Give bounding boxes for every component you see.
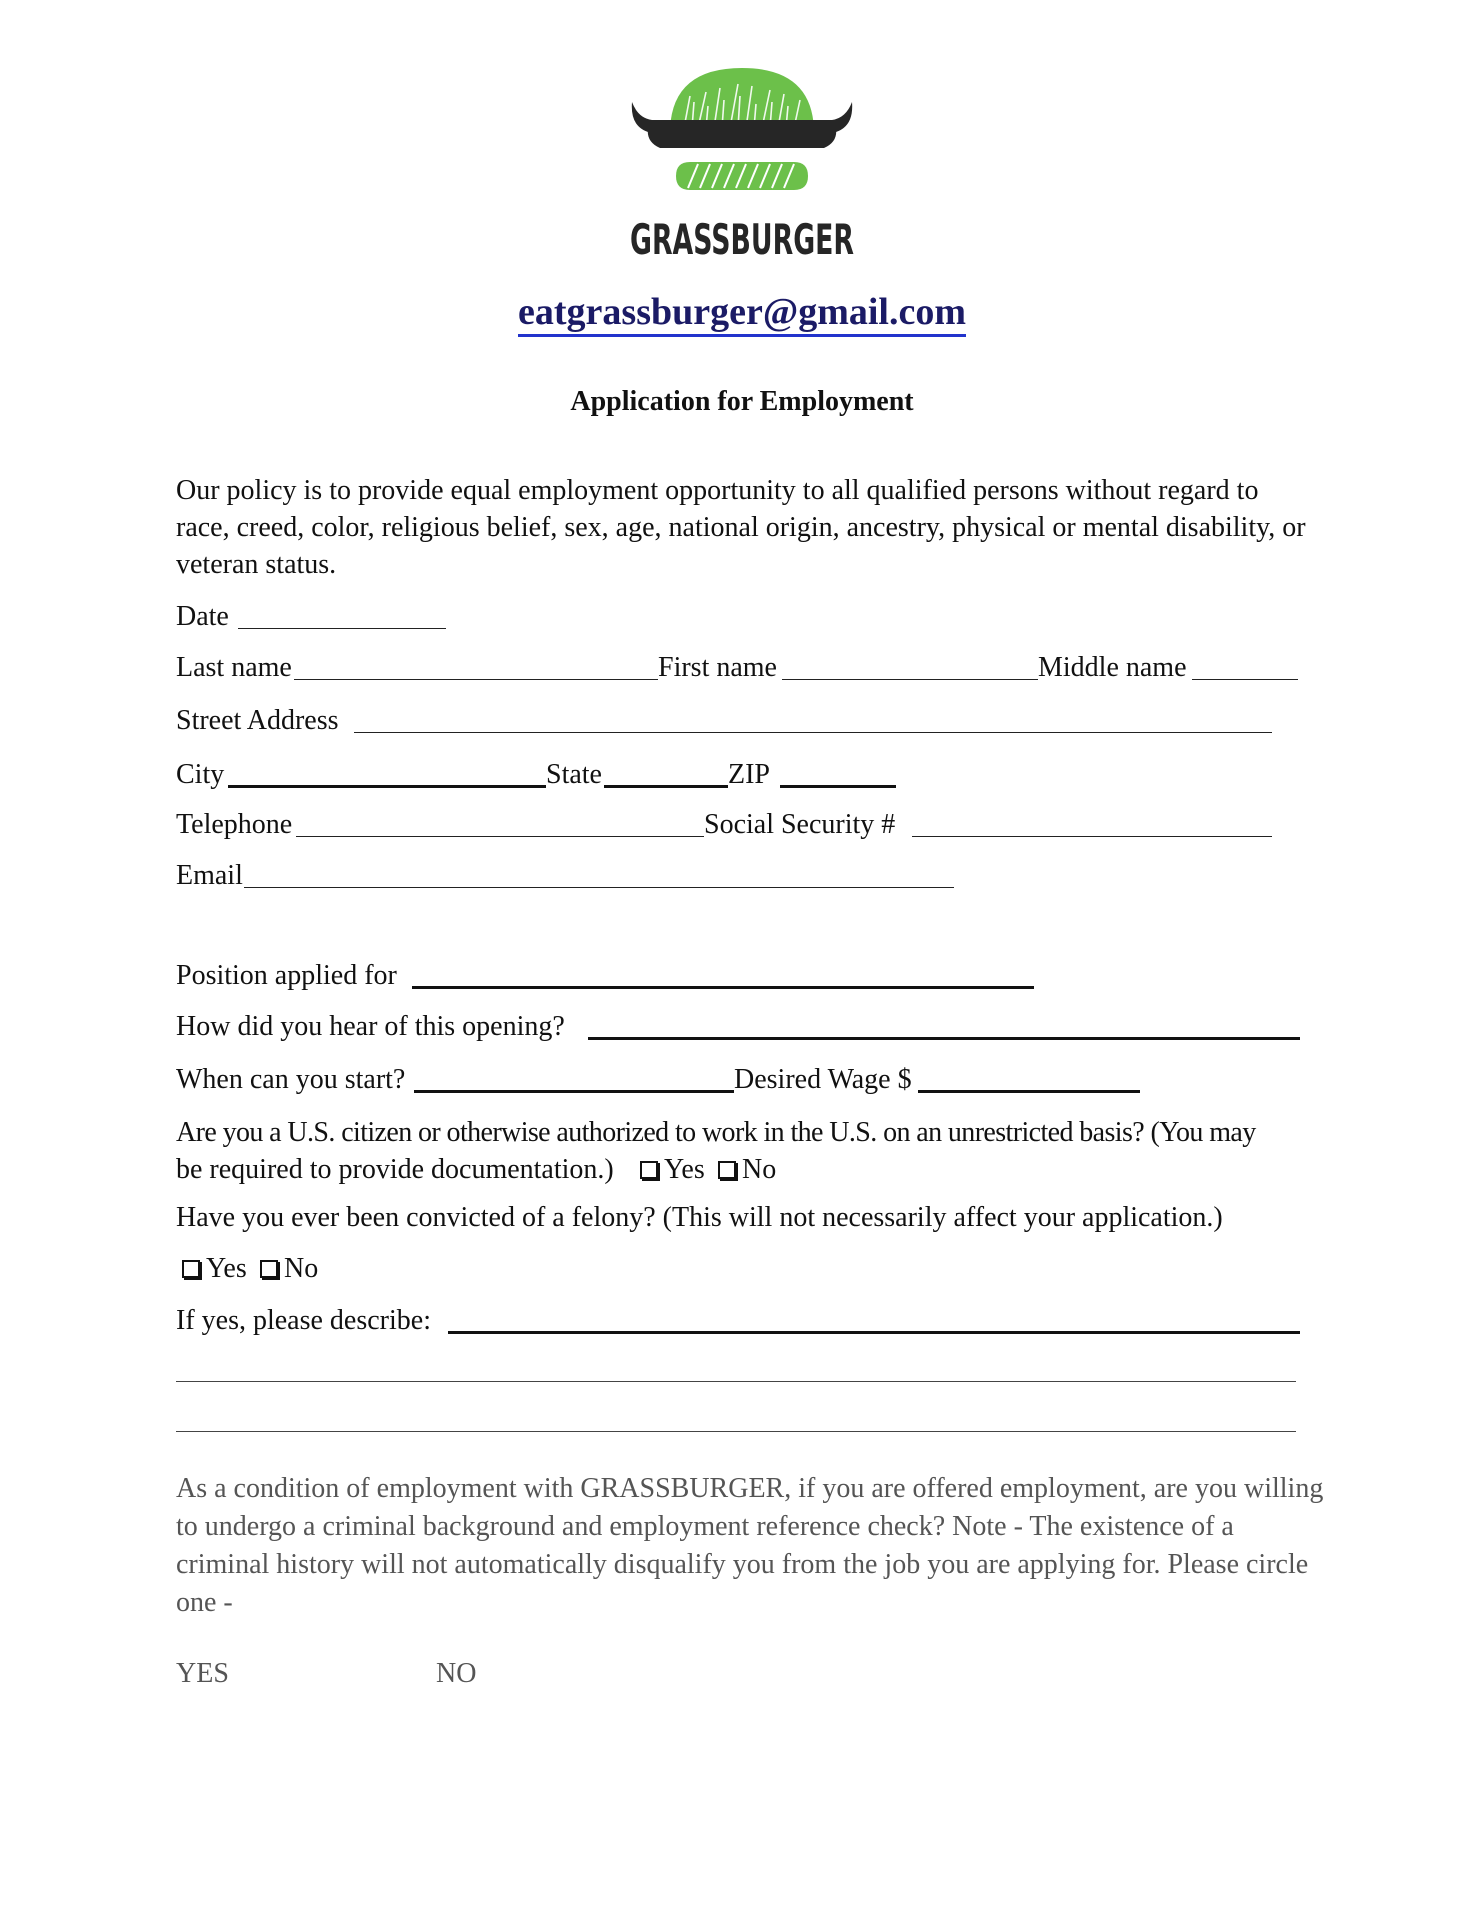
felony-question: Have you ever been convicted of a felony? (This will not necessarily affect your application.): [176, 1202, 1223, 1233]
felony-yes-option[interactable]: [182, 1252, 247, 1286]
ssn-field[interactable]: [912, 836, 1272, 837]
email-link-text: eatgrassburger@gmail.com: [518, 291, 966, 337]
first-name-field[interactable]: [782, 679, 1038, 680]
position-label: Position applied for: [176, 960, 397, 991]
describe-field[interactable]: [448, 1331, 1300, 1334]
city-label: City: [176, 759, 225, 790]
brand-wordmark: GRASSBURGER: [630, 215, 854, 264]
felony-no-checkbox[interactable]: [260, 1260, 278, 1278]
describe-label: If yes, please describe:: [176, 1305, 431, 1336]
zip-field[interactable]: [780, 785, 896, 788]
first-name-label: First name: [658, 652, 777, 683]
citizen-yes-checkbox[interactable]: [640, 1161, 658, 1179]
state-field[interactable]: [604, 785, 728, 788]
citizen-no-checkbox[interactable]: [718, 1161, 736, 1179]
email-field[interactable]: [244, 887, 954, 888]
email-link[interactable]: [0, 290, 1484, 334]
felony-yes-label: Yes: [206, 1253, 247, 1284]
citizen-question-text: be required to provide documentation.): [176, 1154, 614, 1185]
city-field[interactable]: [228, 785, 546, 788]
middle-name-label: Middle name: [1038, 652, 1187, 683]
policy-paragraph: Our policy is to provide equal employment opportunity to all qualified persons without regard to race, creed, color, religious belief, sex, age, national origin, ancestry, physical or mental disability, or veteran status.: [176, 475, 1306, 580]
telephone-field[interactable]: [296, 836, 704, 837]
date-field[interactable]: [238, 628, 446, 629]
felony-yes-checkbox[interactable]: [182, 1260, 200, 1278]
ssn-label: Social Security #: [704, 809, 896, 840]
street-address-label: Street Address: [176, 705, 339, 736]
citizen-question-line1: Are you a U.S. citizen or otherwise authorized to work in the U.S. on an unrestricted basis? (You may: [176, 1117, 1256, 1148]
describe-line-2[interactable]: [176, 1381, 1296, 1382]
background-yes-option[interactable]: YES: [176, 1658, 229, 1689]
wage-field[interactable]: [918, 1090, 1140, 1093]
hear-field[interactable]: [588, 1037, 1300, 1040]
citizen-yes-option[interactable]: [640, 1153, 705, 1187]
background-no-option[interactable]: NO: [436, 1658, 477, 1689]
date-label: Date: [176, 601, 229, 632]
middle-name-field[interactable]: [1192, 679, 1298, 680]
citizen-no-label: No: [742, 1154, 777, 1185]
citizen-no-option[interactable]: [718, 1153, 776, 1187]
wage-label: Desired Wage $: [734, 1064, 912, 1095]
felony-no-option[interactable]: [260, 1252, 318, 1286]
telephone-label: Telephone: [176, 809, 293, 840]
start-label: When can you start?: [176, 1064, 406, 1095]
last-name-label: Last name: [176, 652, 292, 683]
start-field[interactable]: [414, 1090, 734, 1093]
grassburger-logo: [628, 66, 856, 266]
state-label: State: [546, 759, 602, 790]
background-check-paragraph: As a condition of employment with GRASSBURGER, if you are offered employment, are you willing to undergo a criminal background and employment reference check? Note - The existence of a criminal history will not automatically disqualify you from the job you are applying for. Please circle one -: [176, 1473, 1324, 1618]
describe-line-3[interactable]: [176, 1431, 1296, 1432]
position-field[interactable]: [412, 986, 1034, 989]
email-label: Email: [176, 860, 243, 891]
page-title: Application for Employment: [570, 386, 914, 417]
last-name-field[interactable]: [294, 679, 658, 680]
citizen-yes-label: Yes: [664, 1154, 705, 1185]
hear-label: How did you hear of this opening?: [176, 1011, 565, 1042]
felony-no-label: No: [284, 1253, 319, 1284]
zip-label: ZIP: [728, 759, 770, 790]
street-address-field[interactable]: [354, 732, 1272, 733]
